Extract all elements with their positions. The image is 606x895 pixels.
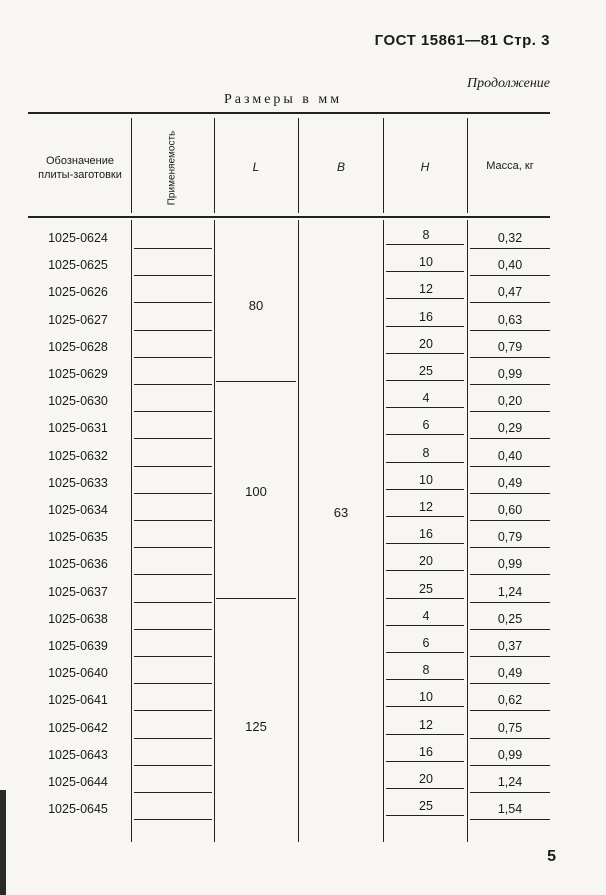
height-cell: 10 <box>419 690 433 705</box>
height-cell: 25 <box>419 799 433 814</box>
header-divider <box>131 118 132 213</box>
column-header-B: B <box>336 160 345 174</box>
height-cell: 20 <box>419 554 433 569</box>
length-value-125: 125 <box>245 719 267 734</box>
header-divider <box>214 118 215 213</box>
table-row <box>0 222 606 249</box>
table-row <box>0 412 606 439</box>
designation-cell: 1025-0641 <box>48 693 108 708</box>
table-row <box>0 603 606 630</box>
height-cell: 10 <box>419 255 433 270</box>
document-header: ГОСТ 15861—81 Стр. 3 <box>374 32 550 49</box>
mass-cell: 0,62 <box>497 693 523 708</box>
height-underline <box>386 462 464 463</box>
table-row <box>0 440 606 467</box>
mass-cell: 0,40 <box>497 448 523 463</box>
height-underline <box>386 489 464 490</box>
mass-cell: 0,99 <box>497 557 523 572</box>
designation-cell: 1025-0626 <box>48 285 108 300</box>
designation-cell: 1025-0625 <box>48 258 108 273</box>
height-cell: 20 <box>419 336 433 351</box>
designation-cell: 1025-0635 <box>48 530 108 545</box>
height-underline <box>386 271 464 272</box>
height-cell: 16 <box>419 527 433 542</box>
dimensions-title: Размеры в мм <box>224 92 343 107</box>
height-underline <box>386 543 464 544</box>
mass-cell: 0,40 <box>497 258 523 273</box>
height-cell: 16 <box>419 309 433 324</box>
designation-cell: 1025-0642 <box>48 720 108 735</box>
table-row <box>0 467 606 494</box>
height-cell: 10 <box>419 472 433 487</box>
header-divider <box>383 118 384 213</box>
height-underline <box>386 761 464 762</box>
height-cell: 16 <box>419 744 433 759</box>
height-cell: 4 <box>422 391 430 406</box>
table-row <box>0 657 606 684</box>
height-underline <box>386 652 464 653</box>
height-underline <box>386 407 464 408</box>
column-header-applicability: Применяемость <box>166 130 178 206</box>
height-cell: 6 <box>422 636 430 650</box>
designation-cell: 1025-0639 <box>48 639 108 653</box>
designation-cell: 1025-0628 <box>48 339 108 354</box>
continuation-label: Продолжение <box>467 76 550 91</box>
mass-cell: 0,29 <box>497 421 523 436</box>
mass-cell: 0,63 <box>497 312 523 327</box>
table-row <box>0 548 606 575</box>
designation-cell: 1025-0633 <box>48 475 108 490</box>
designation-cell: 1025-0640 <box>48 666 108 681</box>
height-underline <box>386 679 464 680</box>
height-underline <box>386 244 464 245</box>
table-row <box>0 358 606 385</box>
table-row <box>0 276 606 303</box>
header-bottom-rule <box>28 216 550 218</box>
page-number: 5 <box>547 848 556 865</box>
designation-cell: 1025-0624 <box>48 231 108 245</box>
column-header-H: H <box>420 160 430 174</box>
column-header-designation: Обозначение плиты-заготовки <box>38 155 122 181</box>
mass-cell: 0,32 <box>497 231 523 245</box>
mass-underline <box>470 819 550 820</box>
mass-cell: 0,49 <box>497 666 523 681</box>
height-cell: 8 <box>422 228 430 242</box>
height-cell: 8 <box>422 663 430 678</box>
height-underline <box>386 380 464 381</box>
table-row <box>0 739 606 766</box>
height-underline <box>386 788 464 789</box>
column-header-mass: Масса, кг <box>486 160 534 172</box>
designation-cell: 1025-0630 <box>48 394 108 409</box>
mass-cell: 0,60 <box>497 503 523 517</box>
table-row <box>0 712 606 739</box>
table-row <box>0 331 606 358</box>
designation-cell: 1025-0634 <box>48 503 108 517</box>
height-cell: 20 <box>419 772 433 786</box>
header-divider <box>467 118 468 213</box>
table-row <box>0 630 606 657</box>
mass-cell: 0,79 <box>497 530 523 545</box>
length-value-80: 80 <box>248 298 264 313</box>
width-value-63: 63 <box>333 505 349 520</box>
height-underline <box>386 734 464 735</box>
height-underline <box>386 516 464 517</box>
mass-cell: 0,79 <box>497 339 523 354</box>
table-row <box>0 304 606 331</box>
mass-cell: 0,99 <box>497 367 523 381</box>
height-underline <box>386 434 464 435</box>
column-header-L: L <box>252 160 260 174</box>
height-cell: 8 <box>422 445 430 460</box>
mass-cell: 0,37 <box>497 639 523 653</box>
length-value-100: 100 <box>245 484 267 499</box>
height-cell: 25 <box>419 364 433 378</box>
table-row <box>0 766 606 793</box>
mass-cell: 0,25 <box>497 611 523 626</box>
height-underline <box>386 706 464 707</box>
mass-cell: 0,49 <box>497 475 523 490</box>
designation-cell: 1025-0638 <box>48 611 108 626</box>
table-row <box>0 385 606 412</box>
designation-cell: 1025-0637 <box>48 584 108 599</box>
applicability-underline <box>134 819 212 820</box>
designation-cell: 1025-0644 <box>48 775 108 789</box>
header-divider <box>298 118 299 213</box>
height-underline <box>386 570 464 571</box>
designation-cell: 1025-0645 <box>48 802 108 817</box>
table-top-rule <box>28 112 550 114</box>
mass-cell: 1,54 <box>497 802 523 817</box>
table-row <box>0 494 606 521</box>
mass-cell: 0,75 <box>497 720 523 735</box>
table-row <box>0 249 606 276</box>
table-row <box>0 684 606 711</box>
designation-cell: 1025-0631 <box>48 421 108 436</box>
table-row <box>0 521 606 548</box>
height-underline <box>386 625 464 626</box>
designation-cell: 1025-0643 <box>48 747 108 762</box>
height-cell: 4 <box>422 608 430 623</box>
mass-cell: 0,20 <box>497 394 523 409</box>
height-underline <box>386 598 464 599</box>
height-cell: 12 <box>419 717 433 732</box>
height-cell: 12 <box>419 282 433 297</box>
designation-cell: 1025-0629 <box>48 367 108 381</box>
mass-cell: 0,47 <box>497 285 523 300</box>
height-underline <box>386 353 464 354</box>
height-cell: 25 <box>419 581 433 596</box>
mass-cell: 1,24 <box>497 584 523 599</box>
height-underline <box>386 815 464 816</box>
mass-cell: 1,24 <box>497 775 523 789</box>
height-cell: 12 <box>419 500 433 514</box>
designation-cell: 1025-0627 <box>48 312 108 327</box>
designation-cell: 1025-0632 <box>48 448 108 463</box>
table-row <box>0 576 606 603</box>
designation-cell: 1025-0636 <box>48 557 108 572</box>
table-row <box>0 793 606 820</box>
height-underline <box>386 298 464 299</box>
height-cell: 6 <box>422 418 430 433</box>
height-underline <box>386 326 464 327</box>
mass-cell: 0,99 <box>497 747 523 762</box>
